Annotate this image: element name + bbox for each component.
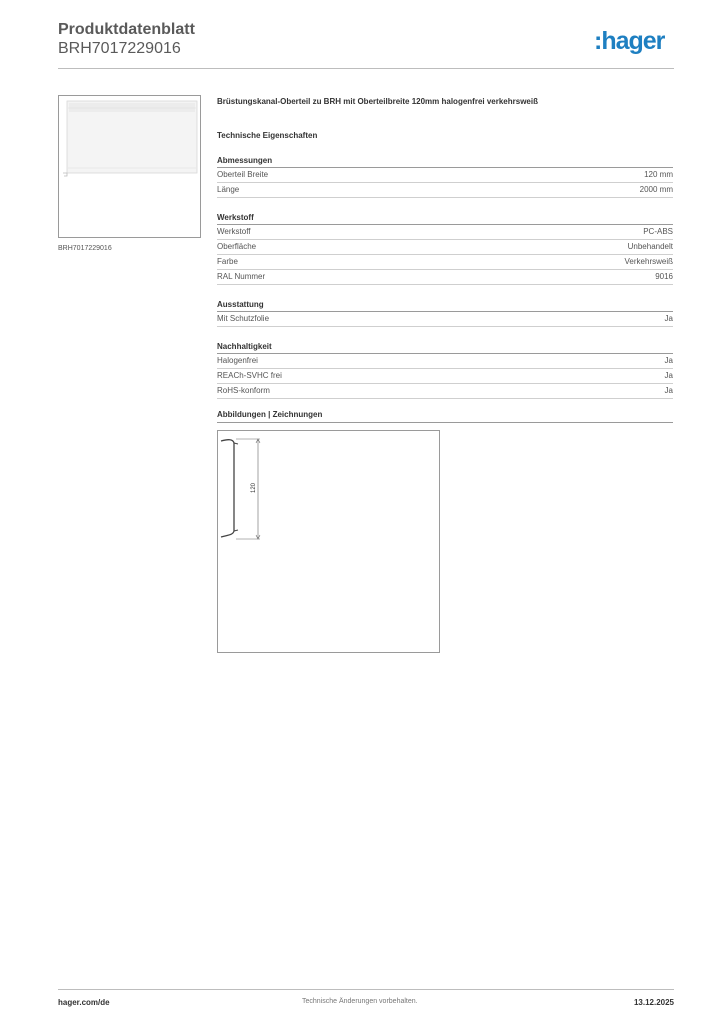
property-row — [217, 369, 673, 384]
footer-note: Technische Änderungen vorbehalten. — [302, 998, 418, 1005]
property-label: Farbe — [217, 257, 238, 266]
hager-logo — [594, 27, 674, 57]
property-value: Unbehandelt — [627, 242, 673, 251]
property-row — [217, 354, 673, 369]
product-image — [58, 95, 201, 238]
product-description: Brüstungskanal-Oberteil zu BRH mit Oberteilbreite 120mm halogenfrei verkehrsweiß — [217, 97, 538, 106]
property-value: PC-ABS — [643, 227, 673, 236]
property-value: Ja — [664, 371, 673, 380]
drawings-heading: Abbildungen | Zeichnungen — [217, 410, 323, 419]
logo-text: :hager — [594, 27, 665, 55]
technical-drawing — [217, 430, 440, 653]
property-value: Verkehrsweiß — [624, 257, 673, 266]
property-value: 120 mm — [644, 170, 673, 179]
footer-divider — [58, 989, 674, 990]
property-group — [217, 212, 673, 285]
footer-website[interactable]: hager.com/de — [58, 998, 110, 1007]
property-group-title: Ausstattung — [217, 299, 673, 312]
property-group — [217, 341, 673, 399]
property-group-title: Nachhaltigkeit — [217, 341, 673, 354]
profile-drawing — [218, 431, 439, 652]
dimension-label: 120 — [251, 482, 257, 493]
property-group — [217, 155, 673, 198]
property-row — [217, 270, 673, 285]
document-title: Produktdatenblatt — [58, 21, 195, 38]
property-value: Ja — [664, 314, 673, 323]
property-row — [217, 312, 673, 327]
property-label: REACh-SVHC frei — [217, 371, 282, 380]
footer-date: 13.12.2025 — [633, 998, 674, 1007]
property-groups — [217, 155, 673, 399]
property-label: Länge — [217, 185, 240, 194]
property-row — [217, 240, 673, 255]
product-image-caption: BRH7017229016 — [58, 245, 112, 252]
property-row — [217, 384, 673, 399]
property-label: Mit Schutzfolie — [217, 314, 270, 323]
product-details — [217, 96, 673, 399]
property-row — [217, 255, 673, 270]
header-divider — [58, 68, 674, 69]
property-value: 9016 — [655, 272, 673, 281]
technical-properties-heading: Technische Eigenschaften — [217, 131, 318, 140]
document-code: BRH7017229016 — [58, 40, 181, 57]
property-group-title: Abmessungen — [217, 155, 673, 168]
property-label: RAL Nummer — [217, 272, 266, 281]
property-row — [217, 168, 673, 183]
property-row — [217, 183, 673, 198]
property-label: Oberfläche — [217, 242, 257, 251]
product-illustration — [59, 96, 200, 237]
property-label: Werkstoff — [217, 227, 251, 236]
property-label: Halogenfrei — [217, 356, 258, 365]
property-group-title: Werkstoff — [217, 212, 673, 225]
property-value: Ja — [664, 356, 673, 365]
property-label: RoHS-konform — [217, 386, 270, 395]
drawings-divider — [217, 422, 673, 423]
property-row — [217, 225, 673, 240]
property-label: Oberteil Breite — [217, 170, 269, 179]
property-group — [217, 299, 673, 327]
property-value: 2000 mm — [639, 185, 673, 194]
property-value: Ja — [664, 386, 673, 395]
